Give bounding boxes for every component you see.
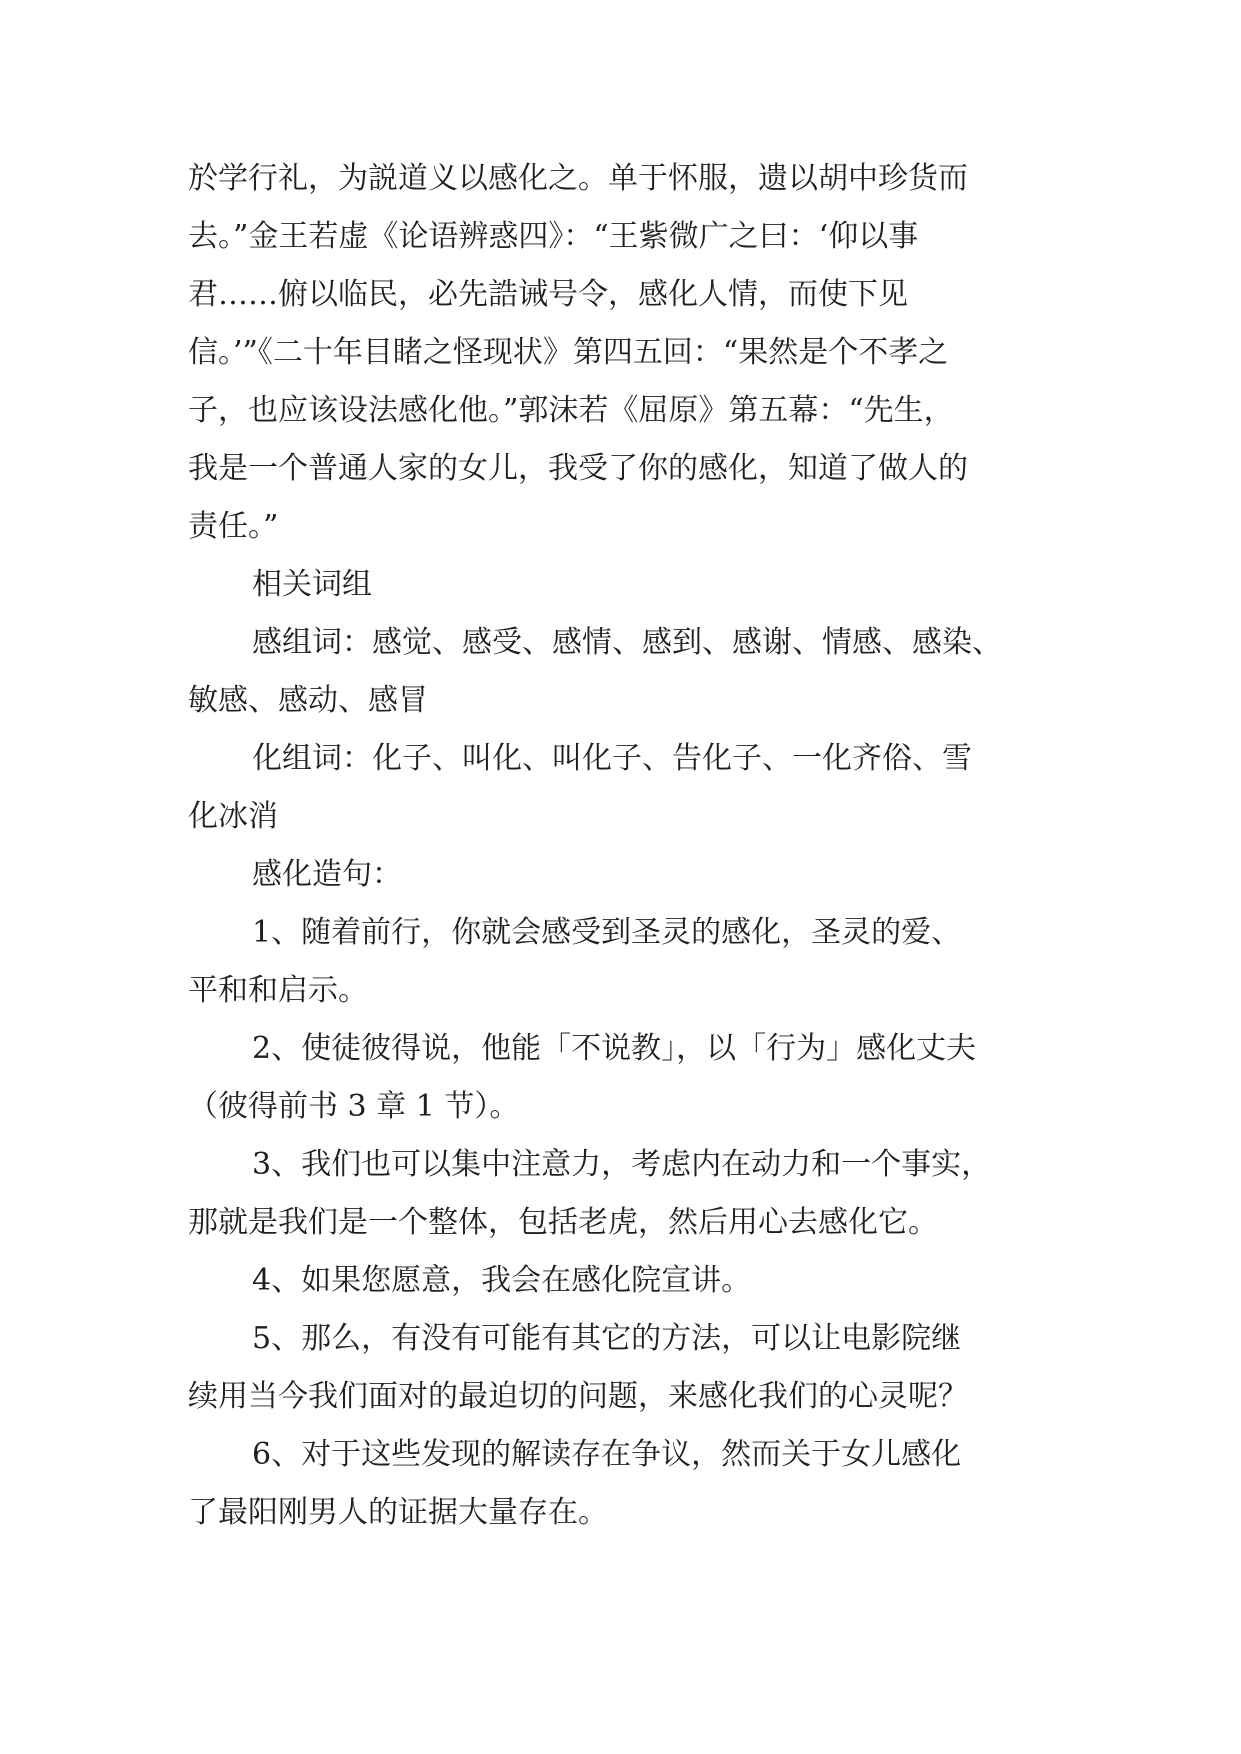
text-line: 那就是我们是一个整体，包括老虎，然后用心去感化它。 (188, 1205, 938, 1240)
text-line: 敏感、感动、感冒 (188, 683, 428, 718)
text-line: 於学行礼，为説道义以感化之。单于怀服，遗以胡中珍货而 (188, 161, 968, 196)
text-line: 君……俯以临民，必先誥诫号令，感化人情，而使下见 (188, 277, 908, 312)
text-line: 6、对于这些发现的解读存在争议，然而关于女儿感化 (252, 1437, 962, 1472)
text-line: 3、我们也可以集中注意力，考虑内在动力和一个事实， (252, 1147, 992, 1182)
section-heading: 感化造句： (252, 857, 402, 892)
text-line: 责任。” (188, 509, 279, 544)
document-body (188, 150, 1058, 1542)
text-line: （彼得前书 3 章 1 节）。 (188, 1089, 520, 1124)
text-line: 化组词：化子、叫化、叫化子、告化子、一化齐俗、雪 (252, 741, 972, 776)
text-line: 了最阳刚男人的证据大量存在。 (188, 1495, 608, 1530)
text-line: 化冰消 (188, 799, 278, 834)
text-line: 去。”金王若虚《论语辨惑四》：“王紫微广之曰：‘仰以事 (188, 219, 919, 254)
text-line: 5、那么，有没有可能有其它的方法，可以让电影院继 (252, 1321, 962, 1356)
text-line: 感组词：感觉、感受、感情、感到、感谢、情感、感染、 (252, 625, 1002, 660)
text-line: 信。’”《二十年目睹之怪现状》第四五回：“果然是个不孝之 (188, 335, 949, 370)
text-line: 子，也应该设法感化他。”郭沫若《屈原》第五幕：“先生， (188, 393, 954, 428)
section-heading: 相关词组 (252, 567, 372, 602)
text-line: 我是一个普通人家的女儿，我受了你的感化，知道了做人的 (188, 451, 968, 486)
text-line: 4、如果您愿意，我会在感化院宣讲。 (252, 1263, 752, 1298)
text-line: 2、使徒彼得说，他能「不说教」，以「行为」感化丈夫 (252, 1031, 977, 1066)
text-line: 续用当今我们面对的最迫切的问题，来感化我们的心灵呢？ (188, 1379, 968, 1414)
text-line: 平和和启示。 (188, 973, 368, 1008)
text-line: 1、随着前行，你就会感受到圣灵的感化，圣灵的爱、 (252, 915, 962, 950)
